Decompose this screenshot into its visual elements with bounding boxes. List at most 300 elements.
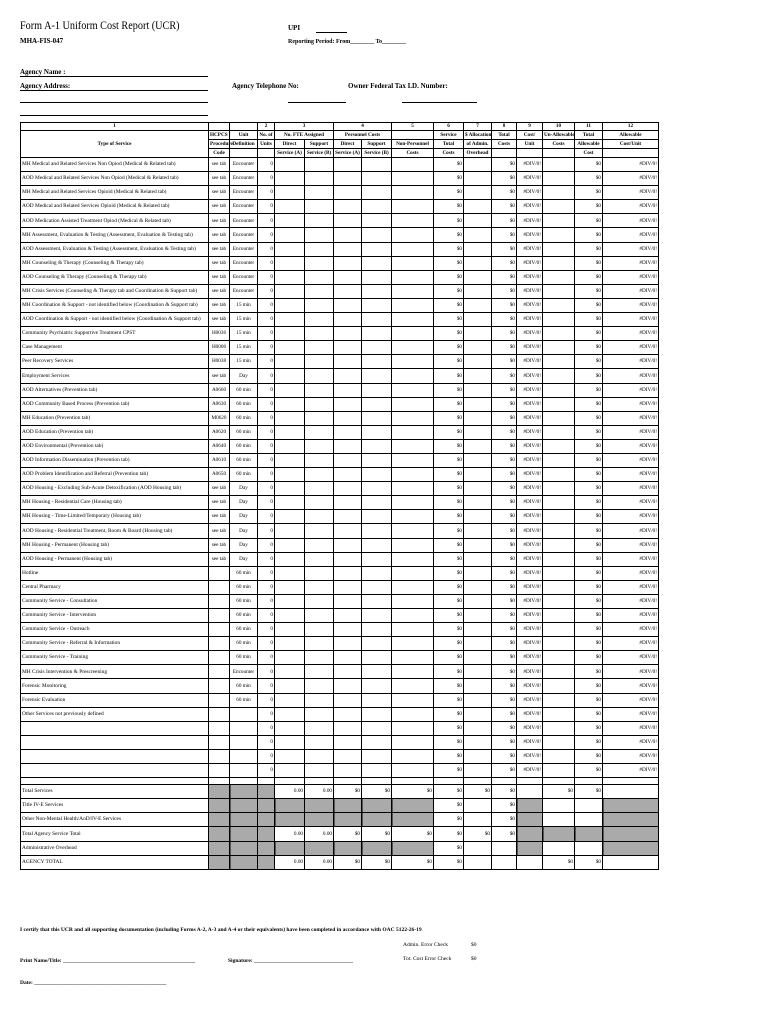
fte-support-cell[interactable] xyxy=(305,411,334,425)
allocation-cell[interactable] xyxy=(464,397,492,411)
allocation-cell[interactable] xyxy=(464,566,492,580)
personnel-support-cell[interactable] xyxy=(362,439,392,453)
personnel-support-cell[interactable] xyxy=(362,284,392,298)
non-personnel-cell[interactable] xyxy=(392,552,434,566)
date-field[interactable]: Date: ________________________________________________ xyxy=(20,980,167,986)
personnel-support-cell[interactable] xyxy=(362,552,392,566)
personnel-direct-cell[interactable] xyxy=(334,566,362,580)
units-cell[interactable]: 0 xyxy=(258,214,275,228)
fte-direct-cell[interactable] xyxy=(275,665,305,679)
allocation-cell[interactable] xyxy=(464,214,492,228)
personnel-direct-cell[interactable] xyxy=(334,186,362,200)
fte-support-cell[interactable] xyxy=(305,453,334,467)
units-cell[interactable]: 0 xyxy=(258,341,275,355)
unallowable-cell[interactable] xyxy=(543,623,575,637)
non-personnel-cell[interactable] xyxy=(392,510,434,524)
personnel-support-cell[interactable] xyxy=(362,369,392,383)
personnel-support-cell[interactable] xyxy=(362,158,392,172)
allocation-cell[interactable] xyxy=(464,552,492,566)
allocation-cell[interactable] xyxy=(464,411,492,425)
allocation-cell[interactable] xyxy=(464,580,492,594)
fte-support-cell[interactable] xyxy=(305,228,334,242)
fte-direct-cell[interactable] xyxy=(275,764,305,778)
non-personnel-cell[interactable] xyxy=(392,651,434,665)
fte-direct-cell[interactable] xyxy=(275,425,305,439)
fte-direct-cell[interactable] xyxy=(275,242,305,256)
fte-direct-cell[interactable] xyxy=(275,256,305,270)
personnel-direct-cell[interactable] xyxy=(334,510,362,524)
non-personnel-cell[interactable] xyxy=(392,623,434,637)
fte-support-cell[interactable] xyxy=(305,679,334,693)
non-personnel-cell[interactable] xyxy=(392,172,434,186)
units-cell[interactable]: 0 xyxy=(258,242,275,256)
units-cell[interactable]: 0 xyxy=(258,256,275,270)
fte-direct-cell[interactable] xyxy=(275,707,305,721)
personnel-support-cell[interactable] xyxy=(362,637,392,651)
unallowable-cell[interactable] xyxy=(543,383,575,397)
personnel-direct-cell[interactable] xyxy=(334,327,362,341)
allocation-cell[interactable] xyxy=(464,200,492,214)
fte-direct-cell[interactable] xyxy=(275,439,305,453)
personnel-direct-cell[interactable] xyxy=(334,158,362,172)
fte-direct-cell[interactable] xyxy=(275,355,305,369)
allocation-cell[interactable] xyxy=(464,468,492,482)
non-personnel-cell[interactable] xyxy=(392,665,434,679)
fte-direct-cell[interactable] xyxy=(275,623,305,637)
personnel-support-cell[interactable] xyxy=(362,538,392,552)
personnel-direct-cell[interactable] xyxy=(334,552,362,566)
fte-support-cell[interactable] xyxy=(305,397,334,411)
fte-direct-cell[interactable] xyxy=(275,721,305,735)
personnel-direct-cell[interactable] xyxy=(334,721,362,735)
unallowable-cell[interactable] xyxy=(543,637,575,651)
personnel-support-cell[interactable] xyxy=(362,397,392,411)
unallowable-cell[interactable] xyxy=(543,298,575,312)
personnel-direct-cell[interactable] xyxy=(334,651,362,665)
non-personnel-cell[interactable] xyxy=(392,538,434,552)
units-cell[interactable]: 0 xyxy=(258,538,275,552)
non-personnel-cell[interactable] xyxy=(392,453,434,467)
units-cell[interactable]: 0 xyxy=(258,468,275,482)
fte-direct-cell[interactable] xyxy=(275,214,305,228)
unallowable-cell[interactable] xyxy=(543,721,575,735)
unallowable-cell[interactable] xyxy=(543,228,575,242)
fte-support-cell[interactable] xyxy=(305,637,334,651)
personnel-direct-cell[interactable] xyxy=(334,735,362,749)
allocation-cell[interactable] xyxy=(464,594,492,608)
fte-support-cell[interactable] xyxy=(305,256,334,270)
personnel-direct-cell[interactable] xyxy=(334,298,362,312)
personnel-support-cell[interactable] xyxy=(362,172,392,186)
personnel-direct-cell[interactable] xyxy=(334,341,362,355)
unallowable-cell[interactable] xyxy=(543,749,575,763)
units-cell[interactable]: 0 xyxy=(258,186,275,200)
fte-direct-cell[interactable] xyxy=(275,383,305,397)
personnel-direct-cell[interactable] xyxy=(334,764,362,778)
personnel-support-cell[interactable] xyxy=(362,453,392,467)
non-personnel-cell[interactable] xyxy=(392,764,434,778)
personnel-support-cell[interactable] xyxy=(362,721,392,735)
fte-support-cell[interactable] xyxy=(305,439,334,453)
non-personnel-cell[interactable] xyxy=(392,369,434,383)
non-personnel-cell[interactable] xyxy=(392,637,434,651)
non-personnel-cell[interactable] xyxy=(392,270,434,284)
fte-support-cell[interactable] xyxy=(305,510,334,524)
fte-support-cell[interactable] xyxy=(305,341,334,355)
fte-support-cell[interactable] xyxy=(305,369,334,383)
unallowable-cell[interactable] xyxy=(543,411,575,425)
units-cell[interactable]: 0 xyxy=(258,383,275,397)
tax-id-field[interactable] xyxy=(402,102,477,103)
personnel-direct-cell[interactable] xyxy=(334,256,362,270)
agency-address-line3[interactable] xyxy=(20,115,208,116)
allocation-cell[interactable] xyxy=(464,679,492,693)
personnel-support-cell[interactable] xyxy=(362,679,392,693)
fte-support-cell[interactable] xyxy=(305,651,334,665)
units-cell[interactable]: 0 xyxy=(258,411,275,425)
unallowable-cell[interactable] xyxy=(543,651,575,665)
personnel-support-cell[interactable] xyxy=(362,580,392,594)
unallowable-cell[interactable] xyxy=(543,764,575,778)
units-cell[interactable]: 0 xyxy=(258,298,275,312)
personnel-support-cell[interactable] xyxy=(362,510,392,524)
unallowable-cell[interactable] xyxy=(543,735,575,749)
unallowable-cell[interactable] xyxy=(543,524,575,538)
units-cell[interactable]: 0 xyxy=(258,679,275,693)
personnel-direct-cell[interactable] xyxy=(334,355,362,369)
fte-direct-cell[interactable] xyxy=(275,369,305,383)
non-personnel-cell[interactable] xyxy=(392,397,434,411)
personnel-support-cell[interactable] xyxy=(362,749,392,763)
non-personnel-cell[interactable] xyxy=(392,735,434,749)
units-cell[interactable]: 0 xyxy=(258,707,275,721)
allocation-cell[interactable] xyxy=(464,538,492,552)
fte-support-cell[interactable] xyxy=(305,186,334,200)
unallowable-cell[interactable] xyxy=(543,369,575,383)
units-cell[interactable]: 0 xyxy=(258,594,275,608)
allocation-cell[interactable] xyxy=(464,707,492,721)
personnel-support-cell[interactable] xyxy=(362,341,392,355)
personnel-support-cell[interactable] xyxy=(362,764,392,778)
signature-field[interactable]: Signature: ____________________________________ xyxy=(228,958,354,964)
units-cell[interactable]: 0 xyxy=(258,735,275,749)
allocation-cell[interactable] xyxy=(464,298,492,312)
units-cell[interactable]: 0 xyxy=(258,496,275,510)
unallowable-cell[interactable] xyxy=(543,679,575,693)
units-cell[interactable]: 0 xyxy=(258,721,275,735)
fte-support-cell[interactable] xyxy=(305,665,334,679)
personnel-direct-cell[interactable] xyxy=(334,496,362,510)
personnel-direct-cell[interactable] xyxy=(334,439,362,453)
non-personnel-cell[interactable] xyxy=(392,313,434,327)
personnel-support-cell[interactable] xyxy=(362,468,392,482)
non-personnel-cell[interactable] xyxy=(392,200,434,214)
fte-direct-cell[interactable] xyxy=(275,679,305,693)
unallowable-cell[interactable] xyxy=(543,284,575,298)
allocation-cell[interactable] xyxy=(464,172,492,186)
personnel-support-cell[interactable] xyxy=(362,383,392,397)
unallowable-cell[interactable] xyxy=(543,707,575,721)
personnel-support-cell[interactable] xyxy=(362,594,392,608)
allocation-cell[interactable] xyxy=(464,242,492,256)
unallowable-cell[interactable] xyxy=(543,214,575,228)
fte-support-cell[interactable] xyxy=(305,355,334,369)
fte-direct-cell[interactable] xyxy=(275,327,305,341)
personnel-support-cell[interactable] xyxy=(362,693,392,707)
non-personnel-cell[interactable] xyxy=(392,242,434,256)
units-cell[interactable]: 0 xyxy=(258,510,275,524)
fte-direct-cell[interactable] xyxy=(275,482,305,496)
fte-support-cell[interactable] xyxy=(305,270,334,284)
non-personnel-cell[interactable] xyxy=(392,256,434,270)
fte-direct-cell[interactable] xyxy=(275,580,305,594)
fte-direct-cell[interactable] xyxy=(275,651,305,665)
unallowable-cell[interactable] xyxy=(543,256,575,270)
personnel-support-cell[interactable] xyxy=(362,524,392,538)
personnel-direct-cell[interactable] xyxy=(334,172,362,186)
units-cell[interactable]: 0 xyxy=(258,397,275,411)
agency-address-field[interactable] xyxy=(20,90,208,91)
fte-support-cell[interactable] xyxy=(305,749,334,763)
allocation-cell[interactable] xyxy=(464,496,492,510)
fte-support-cell[interactable] xyxy=(305,482,334,496)
personnel-direct-cell[interactable] xyxy=(334,707,362,721)
non-personnel-cell[interactable] xyxy=(392,693,434,707)
personnel-support-cell[interactable] xyxy=(362,482,392,496)
fte-direct-cell[interactable] xyxy=(275,228,305,242)
agency-name-field[interactable] xyxy=(20,76,208,77)
personnel-support-cell[interactable] xyxy=(362,411,392,425)
allocation-cell[interactable] xyxy=(464,524,492,538)
unallowable-cell[interactable] xyxy=(543,552,575,566)
units-cell[interactable]: 0 xyxy=(258,580,275,594)
fte-direct-cell[interactable] xyxy=(275,158,305,172)
units-cell[interactable]: 0 xyxy=(258,200,275,214)
fte-direct-cell[interactable] xyxy=(275,397,305,411)
personnel-support-cell[interactable] xyxy=(362,623,392,637)
allocation-cell[interactable] xyxy=(464,749,492,763)
units-cell[interactable]: 0 xyxy=(258,355,275,369)
fte-support-cell[interactable] xyxy=(305,327,334,341)
fte-support-cell[interactable] xyxy=(305,468,334,482)
fte-support-cell[interactable] xyxy=(305,693,334,707)
units-cell[interactable]: 0 xyxy=(258,552,275,566)
personnel-direct-cell[interactable] xyxy=(334,538,362,552)
non-personnel-cell[interactable] xyxy=(392,524,434,538)
allocation-cell[interactable] xyxy=(464,623,492,637)
units-cell[interactable]: 0 xyxy=(258,158,275,172)
fte-support-cell[interactable] xyxy=(305,524,334,538)
non-personnel-cell[interactable] xyxy=(392,496,434,510)
personnel-support-cell[interactable] xyxy=(362,186,392,200)
fte-direct-cell[interactable] xyxy=(275,566,305,580)
reporting-period[interactable]: Reporting Period: From________ To________ xyxy=(288,39,407,45)
allocation-cell[interactable] xyxy=(464,256,492,270)
fte-support-cell[interactable] xyxy=(305,496,334,510)
fte-direct-cell[interactable] xyxy=(275,186,305,200)
personnel-direct-cell[interactable] xyxy=(334,425,362,439)
units-cell[interactable]: 0 xyxy=(258,665,275,679)
fte-direct-cell[interactable] xyxy=(275,693,305,707)
personnel-support-cell[interactable] xyxy=(362,665,392,679)
personnel-direct-cell[interactable] xyxy=(334,200,362,214)
non-personnel-cell[interactable] xyxy=(392,707,434,721)
units-cell[interactable]: 0 xyxy=(258,637,275,651)
allocation-cell[interactable] xyxy=(464,327,492,341)
fte-direct-cell[interactable] xyxy=(275,749,305,763)
non-personnel-cell[interactable] xyxy=(392,298,434,312)
allocation-cell[interactable] xyxy=(464,270,492,284)
non-personnel-cell[interactable] xyxy=(392,355,434,369)
personnel-direct-cell[interactable] xyxy=(334,594,362,608)
units-cell[interactable]: 0 xyxy=(258,609,275,623)
fte-support-cell[interactable] xyxy=(305,383,334,397)
units-cell[interactable]: 0 xyxy=(258,623,275,637)
units-cell[interactable]: 0 xyxy=(258,651,275,665)
allocation-cell[interactable] xyxy=(464,313,492,327)
personnel-direct-cell[interactable] xyxy=(334,397,362,411)
personnel-direct-cell[interactable] xyxy=(334,270,362,284)
unallowable-cell[interactable] xyxy=(543,270,575,284)
unallowable-cell[interactable] xyxy=(543,453,575,467)
units-cell[interactable]: 0 xyxy=(258,749,275,763)
non-personnel-cell[interactable] xyxy=(392,439,434,453)
unallowable-cell[interactable] xyxy=(543,665,575,679)
personnel-direct-cell[interactable] xyxy=(334,313,362,327)
fte-direct-cell[interactable] xyxy=(275,313,305,327)
personnel-support-cell[interactable] xyxy=(362,609,392,623)
personnel-direct-cell[interactable] xyxy=(334,369,362,383)
personnel-direct-cell[interactable] xyxy=(334,609,362,623)
personnel-direct-cell[interactable] xyxy=(334,482,362,496)
fte-support-cell[interactable] xyxy=(305,609,334,623)
upi-field[interactable] xyxy=(316,32,347,33)
unallowable-cell[interactable] xyxy=(543,693,575,707)
unallowable-cell[interactable] xyxy=(543,186,575,200)
allocation-cell[interactable] xyxy=(464,439,492,453)
fte-support-cell[interactable] xyxy=(305,566,334,580)
personnel-direct-cell[interactable] xyxy=(334,214,362,228)
unallowable-cell[interactable] xyxy=(543,468,575,482)
unallowable-cell[interactable] xyxy=(543,242,575,256)
unallowable-cell[interactable] xyxy=(543,482,575,496)
unallowable-cell[interactable] xyxy=(543,200,575,214)
personnel-support-cell[interactable] xyxy=(362,566,392,580)
fte-direct-cell[interactable] xyxy=(275,298,305,312)
personnel-support-cell[interactable] xyxy=(362,327,392,341)
non-personnel-cell[interactable] xyxy=(392,411,434,425)
unallowable-cell[interactable] xyxy=(543,594,575,608)
unallowable-cell[interactable] xyxy=(543,580,575,594)
unallowable-cell[interactable] xyxy=(543,327,575,341)
personnel-direct-cell[interactable] xyxy=(334,468,362,482)
non-personnel-cell[interactable] xyxy=(392,228,434,242)
personnel-support-cell[interactable] xyxy=(362,313,392,327)
personnel-direct-cell[interactable] xyxy=(334,623,362,637)
fte-direct-cell[interactable] xyxy=(275,172,305,186)
agency-address-line2[interactable] xyxy=(20,102,208,103)
unallowable-cell[interactable] xyxy=(543,566,575,580)
personnel-support-cell[interactable] xyxy=(362,298,392,312)
non-personnel-cell[interactable] xyxy=(392,341,434,355)
fte-support-cell[interactable] xyxy=(305,764,334,778)
personnel-direct-cell[interactable] xyxy=(334,580,362,594)
allocation-cell[interactable] xyxy=(464,651,492,665)
allocation-cell[interactable] xyxy=(464,693,492,707)
fte-support-cell[interactable] xyxy=(305,298,334,312)
personnel-direct-cell[interactable] xyxy=(334,679,362,693)
units-cell[interactable]: 0 xyxy=(258,228,275,242)
allocation-cell[interactable] xyxy=(464,637,492,651)
units-cell[interactable]: 0 xyxy=(258,482,275,496)
fte-support-cell[interactable] xyxy=(305,623,334,637)
allocation-cell[interactable] xyxy=(464,764,492,778)
personnel-direct-cell[interactable] xyxy=(334,284,362,298)
units-cell[interactable]: 0 xyxy=(258,284,275,298)
allocation-cell[interactable] xyxy=(464,665,492,679)
unallowable-cell[interactable] xyxy=(543,397,575,411)
non-personnel-cell[interactable] xyxy=(392,566,434,580)
fte-support-cell[interactable] xyxy=(305,242,334,256)
unallowable-cell[interactable] xyxy=(543,496,575,510)
personnel-support-cell[interactable] xyxy=(362,228,392,242)
fte-direct-cell[interactable] xyxy=(275,735,305,749)
units-cell[interactable]: 0 xyxy=(258,425,275,439)
non-personnel-cell[interactable] xyxy=(392,284,434,298)
fte-direct-cell[interactable] xyxy=(275,468,305,482)
fte-direct-cell[interactable] xyxy=(275,411,305,425)
fte-direct-cell[interactable] xyxy=(275,552,305,566)
personnel-direct-cell[interactable] xyxy=(334,228,362,242)
personnel-direct-cell[interactable] xyxy=(334,665,362,679)
personnel-support-cell[interactable] xyxy=(362,270,392,284)
personnel-support-cell[interactable] xyxy=(362,200,392,214)
personnel-support-cell[interactable] xyxy=(362,214,392,228)
units-cell[interactable]: 0 xyxy=(258,172,275,186)
non-personnel-cell[interactable] xyxy=(392,609,434,623)
unallowable-cell[interactable] xyxy=(543,355,575,369)
non-personnel-cell[interactable] xyxy=(392,327,434,341)
unallowable-cell[interactable] xyxy=(543,439,575,453)
personnel-support-cell[interactable] xyxy=(362,651,392,665)
non-personnel-cell[interactable] xyxy=(392,580,434,594)
non-personnel-cell[interactable] xyxy=(392,482,434,496)
allocation-cell[interactable] xyxy=(464,383,492,397)
personnel-direct-cell[interactable] xyxy=(334,411,362,425)
fte-direct-cell[interactable] xyxy=(275,524,305,538)
unallowable-cell[interactable] xyxy=(543,158,575,172)
allocation-cell[interactable] xyxy=(464,186,492,200)
personnel-support-cell[interactable] xyxy=(362,707,392,721)
allocation-cell[interactable] xyxy=(464,341,492,355)
personnel-support-cell[interactable] xyxy=(362,242,392,256)
units-cell[interactable]: 0 xyxy=(258,369,275,383)
allocation-cell[interactable] xyxy=(464,158,492,172)
personnel-direct-cell[interactable] xyxy=(334,749,362,763)
allocation-cell[interactable] xyxy=(464,284,492,298)
fte-support-cell[interactable] xyxy=(305,158,334,172)
phone-field[interactable] xyxy=(288,102,346,103)
personnel-direct-cell[interactable] xyxy=(334,242,362,256)
fte-direct-cell[interactable] xyxy=(275,637,305,651)
fte-direct-cell[interactable] xyxy=(275,609,305,623)
allocation-cell[interactable] xyxy=(464,482,492,496)
allocation-cell[interactable] xyxy=(464,735,492,749)
personnel-support-cell[interactable] xyxy=(362,496,392,510)
units-cell[interactable]: 0 xyxy=(258,693,275,707)
allocation-cell[interactable] xyxy=(464,369,492,383)
allocation-cell[interactable] xyxy=(464,228,492,242)
